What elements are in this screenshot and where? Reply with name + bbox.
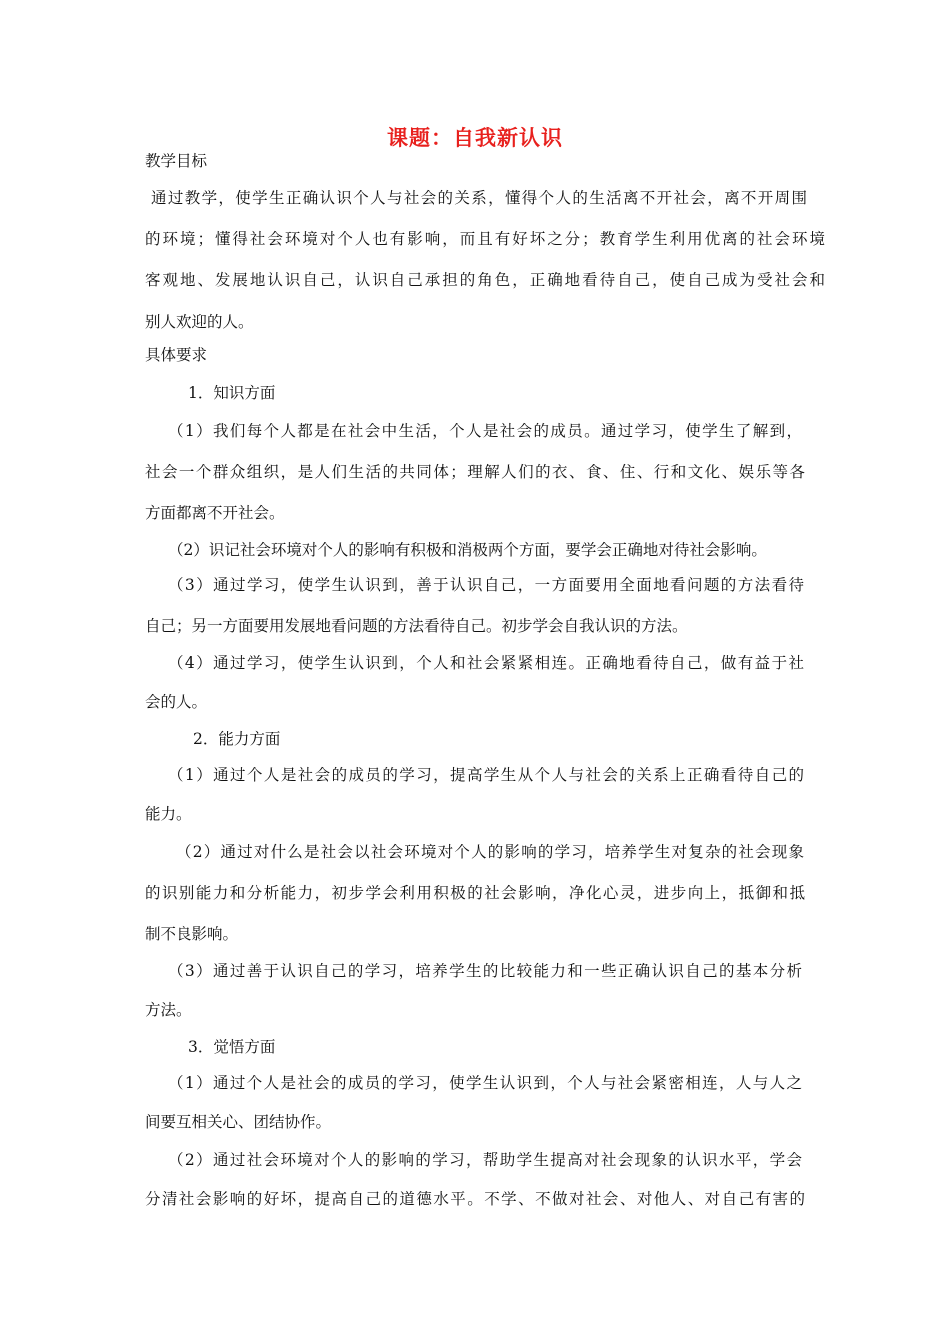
paragraph-line: 通过教学，使学生正确认识个人与社会的关系，懂得个人的生活离不开社会，离不开周围: [151, 189, 807, 207]
section-heading-requirements: 具体要求: [145, 346, 208, 364]
paragraph-line: （2）识记社会环境对个人的影响有积极和消极两个方面，要学会正确地对待社会影响。: [168, 541, 767, 559]
paragraph-line: （2）通过社会环境对个人的影响的学习，帮助学生提高对社会现象的认识水平，学会: [168, 1151, 802, 1169]
paragraph-line: （1）通过个人是社会的成员的学习，提高学生从个人与社会的关系上正确看待自己的: [168, 766, 804, 784]
paragraph-line: （1）我们每个人都是在社会中生活，个人是社会的成员。通过学习，使学生了解到，: [168, 422, 802, 440]
paragraph-line: 制不良影响。: [145, 925, 239, 943]
paragraph-line: 别人欢迎的人。: [145, 313, 254, 331]
paragraph-line: 客观地、发展地认识自己，认识自己承担的角色，正确地看待自己，使自己成为受社会和: [145, 271, 825, 289]
subsection-heading-knowledge: 1．知识方面: [188, 384, 276, 402]
paragraph-line: （3）通过善于认识自己的学习，培养学生的比较能力和一些正确认识自己的基本分析: [168, 962, 802, 980]
paragraph-line: （1）通过个人是社会的成员的学习，使学生认识到，个人与社会紧密相连，人与人之: [168, 1074, 802, 1092]
paragraph-line: 的识别能力和分析能力，初步学会利用积极的社会影响，净化心灵，进步向上，抵御和抵: [145, 884, 805, 902]
paragraph-line: 方法。: [145, 1001, 192, 1019]
paragraph-line: （4）通过学习，使学生认识到，个人和社会紧紧相连。正确地看待自己，做有益于社: [168, 654, 804, 672]
paragraph-line: 分清社会影响的好坏，提高自己的道德水平。不学、不做对社会、对他人、对自己有害的: [145, 1190, 805, 1208]
paragraph-line: 间要互相关心、团结协作。: [145, 1113, 332, 1131]
subsection-heading-awareness: 3．觉悟方面: [188, 1038, 276, 1056]
paragraph-line: 能力。: [145, 805, 192, 823]
subsection-heading-ability: 2．能力方面: [193, 730, 281, 748]
paragraph-line: 的环境；懂得社会环境对个人也有影响，而且有好坏之分；教育学生利用优离的社会环境: [145, 230, 825, 248]
paragraph-line: 社会一个群众组织，是人们生活的共同体；理解人们的衣、食、住、行和文化、娱乐等各: [145, 463, 805, 481]
document-title: 课题：自我新认识: [387, 126, 563, 150]
paragraph-line: 方面都离不开社会。: [145, 504, 285, 522]
section-heading-goal: 教学目标: [145, 152, 208, 170]
paragraph-line: 会的人。: [145, 693, 208, 711]
paragraph-line: （2）通过对什么是社会以社会环境对个人的影响的学习，培养学生对复杂的社会现象: [176, 843, 804, 861]
paragraph-line: 自己；另一方面要用发展地看问题的方法看待自己。初步学会自我认识的方法。: [145, 617, 688, 635]
paragraph-line: （3）通过学习，使学生认识到，善于认识自己，一方面要用全面地看问题的方法看待: [168, 576, 804, 594]
